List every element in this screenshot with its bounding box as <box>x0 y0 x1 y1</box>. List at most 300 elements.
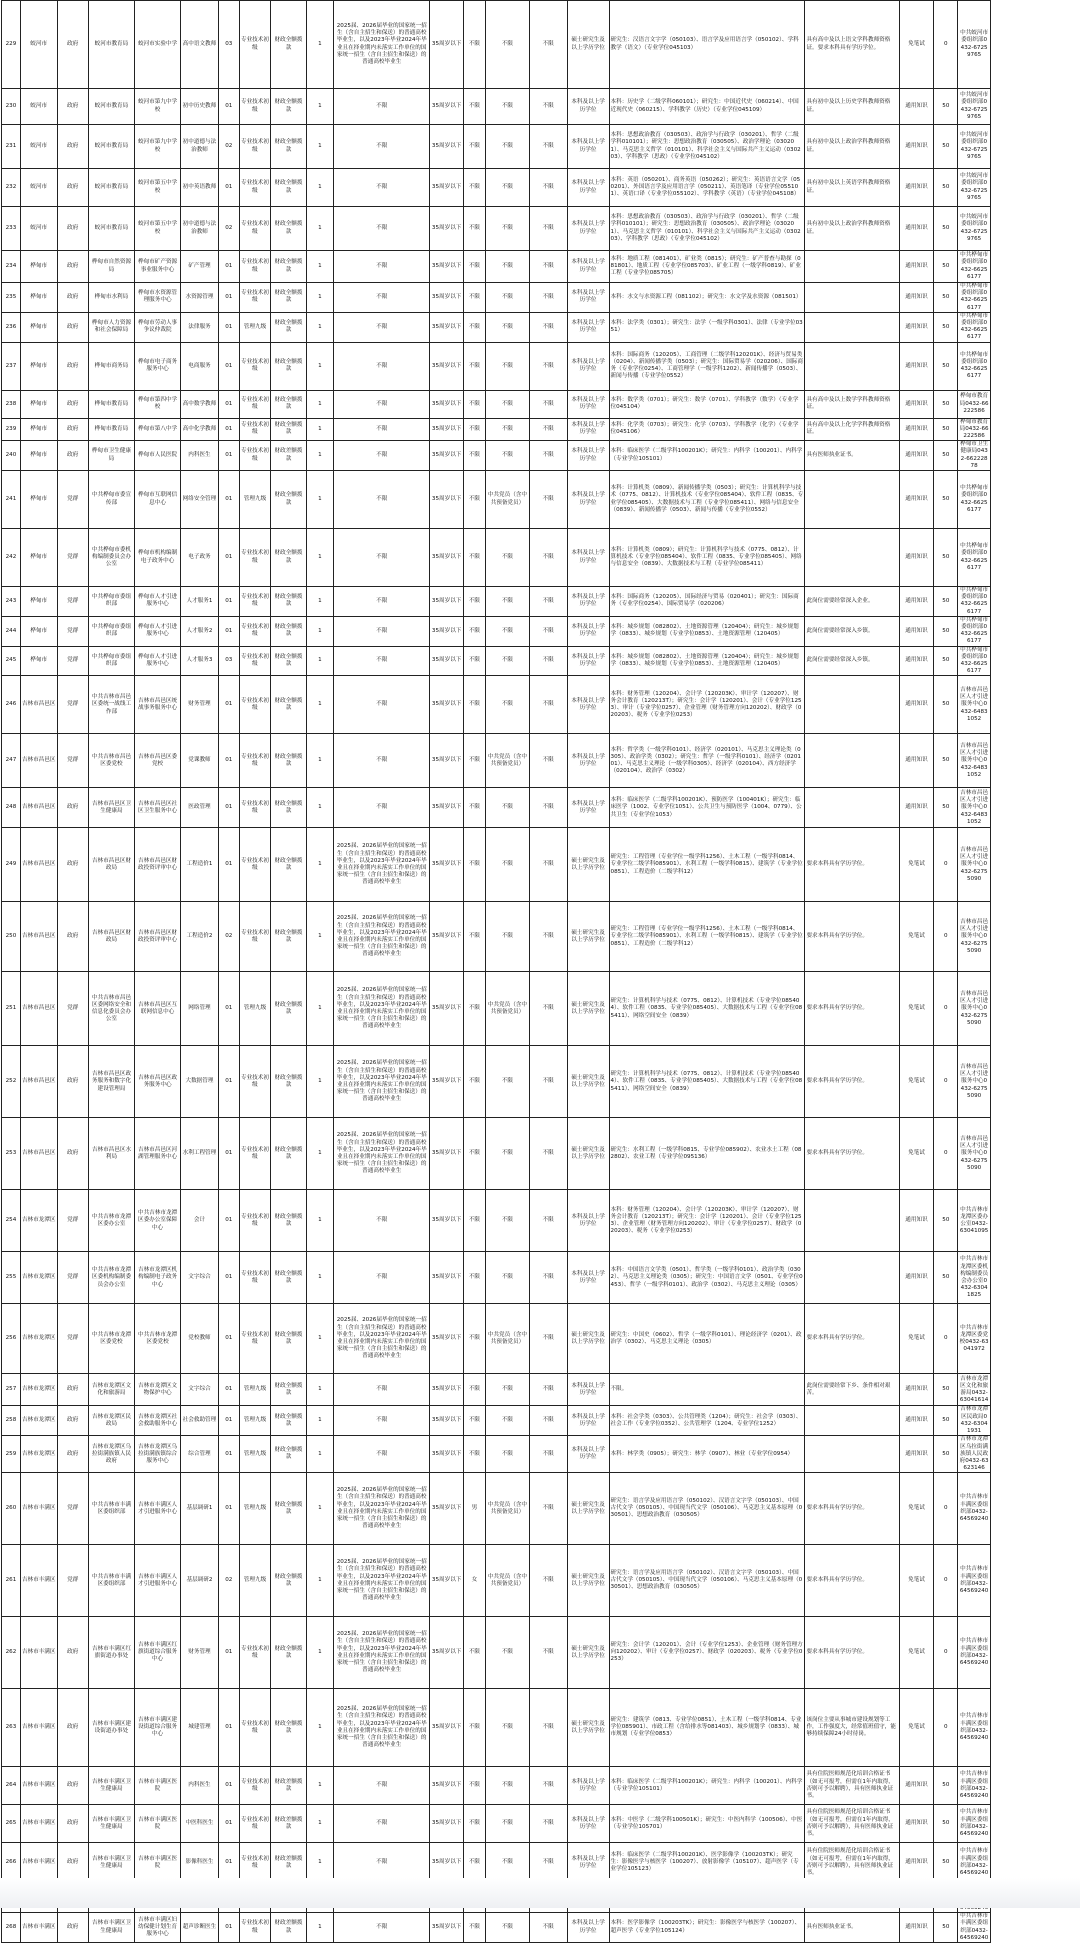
table-cell: 258 <box>2 1406 21 1436</box>
table-cell: 不限 <box>529 418 567 441</box>
table-cell: 通用知识 <box>899 529 934 587</box>
table-cell: 吉林市丰满区 <box>20 1545 57 1617</box>
table-cell: 政府 <box>57 312 88 342</box>
table-cell: 专业技术初级 <box>239 1046 270 1118</box>
table-cell: 财政全额拨款 <box>271 125 307 169</box>
table-cell: 不限 <box>529 1805 567 1843</box>
table-cell: 不限 <box>485 616 529 646</box>
table-cell: 专业技术初级 <box>239 169 270 207</box>
table-cell: 01 <box>218 587 239 617</box>
table-cell: 党群 <box>57 676 88 734</box>
table-cell: 财政全额拨款 <box>271 471 307 529</box>
table-row <box>2 646 1079 676</box>
table-cell: 1 <box>306 902 333 972</box>
table-cell: 吉林市昌邑区 <box>20 734 57 788</box>
table-cell: 具有住院医师规范化培训合格证书（如无可报考，但需在1年内取得，否则可予以解聘），具有医师执业证书。 <box>805 1843 899 1883</box>
table-cell: 2025届、2026届毕业的国家统一招生（含自主招生和保送）的普通高校毕业生，以及2023年毕业2024年毕业且在择业期内未落实工作单位的国家统一招生（含自主招生和保送）的普通高校毕业生 <box>334 972 430 1046</box>
table-cell: 01 <box>218 1304 239 1374</box>
table-cell: 50 <box>934 788 958 828</box>
table-cell: 吉林市龙潭区 <box>20 1406 57 1436</box>
table-cell: 具有医师执业证书。 <box>805 1913 899 1943</box>
table-cell: 本科及以上学历学位 <box>567 1374 609 1406</box>
table-cell: 管理九级 <box>239 1406 270 1436</box>
table-cell: 财政全额拨款 <box>271 616 307 646</box>
table-cell: 不限 <box>485 169 529 207</box>
table-cell: 01 <box>218 1767 239 1805</box>
table-cell: 1 <box>306 1406 333 1436</box>
table-cell: 吉林市丰满区医院 <box>135 1805 181 1843</box>
table-cell: 蛟河市教育局 <box>88 1 134 89</box>
table-cell: 0 <box>934 1046 958 1118</box>
table-cell: 243 <box>2 587 21 617</box>
table-cell: 不限 <box>485 676 529 734</box>
table-cell: 本科：法学类（0301）；研究生：法学（一级学科0301）、法律（专业学位0351） <box>609 312 805 342</box>
table-cell: 不限 <box>529 972 567 1046</box>
table-cell: 01 <box>218 1913 239 1943</box>
table-cell: 专业技术初级 <box>239 1843 270 1883</box>
table-cell: 财政全额拨款 <box>271 1473 307 1545</box>
table-row <box>2 169 1079 207</box>
table-cell <box>805 529 899 587</box>
table-cell: 政府 <box>57 1689 88 1767</box>
table-cell: 本科及以上学历学位 <box>567 418 609 441</box>
table-cell: 桦甸市人才引进服务中心 <box>135 616 181 646</box>
table-cell: 研究生：水利工程（一级学科0815、专业学位085902）、农业水土工程（082802）、农业工程（专业学位095136） <box>609 1118 805 1190</box>
table-cell: 不限 <box>463 1767 485 1805</box>
table-cell <box>805 1406 899 1436</box>
table-cell: 吉林市龙潭区文化和旅游局0432-63041614 <box>958 1374 990 1406</box>
table-cell: 蛟河市 <box>20 125 57 169</box>
table-cell: 财政全额拨款 <box>271 587 307 617</box>
table-cell: 本科：财务管理（120204）、会计学（120203K）、审计学（120207）、财务会计教育（120213T）；研究生：会计学（120201）、会计（专业学位1253）、审计（专业学位0257）、企业管理（财务管理方向120202）、财政学（020203）、税务（专业学位0253） <box>609 676 805 734</box>
table-cell: 50 <box>934 1805 958 1843</box>
table-cell: 政府 <box>57 1436 88 1473</box>
table-cell: 财政全额拨款 <box>271 1374 307 1406</box>
table-cell: 吉林市龙潭区社会救助服务中心 <box>135 1406 181 1436</box>
table-cell: 政府 <box>57 828 88 902</box>
table-cell: 政府 <box>57 1046 88 1118</box>
table-cell: 蛟河市实验中学 <box>135 1 181 89</box>
table-cell: 不限 <box>334 125 430 169</box>
table-cell: 2025届、2026届毕业的国家统一招生（含自主招生和保送）的普通高校毕业生，以及2023年毕业2024年毕业且在择业期内未落实工作单位的国家统一招生（含自主招生和保送）的普通高校毕业生 <box>334 1689 430 1767</box>
table-cell: 01 <box>218 734 239 788</box>
table-cell: 01 <box>218 251 239 283</box>
table-cell: 要求本科具有学历学位。 <box>805 972 899 1046</box>
table-cell: 免笔试 <box>899 972 934 1046</box>
table-cell: 239 <box>2 418 21 441</box>
table-cell: 35周岁以下 <box>430 1304 464 1374</box>
table-cell: 0 <box>934 1118 958 1190</box>
table-cell: 具有初中及以上英语学科教师资格证。 <box>805 169 899 207</box>
table-cell: 235 <box>2 283 21 313</box>
table-cell: 研究生：汉语言文字学（050103）、语言学及应用语言学（050102）、学科教学（语文）（专业学位045103） <box>609 1 805 89</box>
table-cell: 50 <box>934 529 958 587</box>
table-cell: 1 <box>306 89 333 125</box>
table-cell: 不限 <box>529 1118 567 1190</box>
table-cell: 吉林市丰满区卫生健康局 <box>88 1805 134 1843</box>
table-cell: 吉林市昌邑区政务服务中心 <box>135 1046 181 1118</box>
table-cell: 不限 <box>463 676 485 734</box>
table-cell: 桦甸市 <box>20 616 57 646</box>
table-cell: 中共吉林市龙潭区委机构编制委员会办公室 <box>88 1252 134 1304</box>
table-cell: 中共桦甸市委宣传部 <box>88 471 134 529</box>
table-cell: 桦甸市教育局 <box>88 418 134 441</box>
table-cell: 本科及以上学历学位 <box>567 1767 609 1805</box>
table-cell: 1 <box>306 1374 333 1406</box>
table-cell: 中共吉林市昌邑区委网络安全和信息化委员会办公室 <box>88 972 134 1046</box>
table-cell: 不限 <box>529 902 567 972</box>
table-cell: 高中数学教师 <box>181 390 219 418</box>
table-cell: 01 <box>218 1190 239 1252</box>
table-cell: 不限 <box>485 1843 529 1883</box>
table-cell: 50 <box>934 418 958 441</box>
table-cell: 不限 <box>529 529 567 587</box>
table-cell: 1 <box>306 1617 333 1689</box>
table-cell: 35周岁以下 <box>430 1252 464 1304</box>
table-cell: 不限 <box>529 390 567 418</box>
table-cell: 50 <box>934 471 958 529</box>
table-cell: 不限 <box>334 89 430 125</box>
table-cell: 50 <box>934 89 958 125</box>
table-cell: 财政全额拨款 <box>271 529 307 587</box>
table-cell: 260 <box>2 1473 21 1545</box>
table-cell: 1 <box>306 342 333 390</box>
table-cell: 不限 <box>485 1046 529 1118</box>
table-cell: 吉林市丰满区 <box>20 1805 57 1843</box>
table-cell: 政府 <box>57 1118 88 1190</box>
table-cell: 吉林市龙潭区乌拉街满族镇人民政府 <box>88 1436 134 1473</box>
table-cell: 50 <box>934 587 958 617</box>
table-cell: 管理九级 <box>239 972 270 1046</box>
table-cell: 具有住院医师规范化培训合格证书（如无可报考，但需在1年内取得，否则可予以解聘），具有医师执业证书。 <box>805 1805 899 1843</box>
table-row <box>2 676 1079 734</box>
table-cell: 不限 <box>529 1252 567 1304</box>
table-cell: 01 <box>218 89 239 125</box>
table-cell: 专业技术初级 <box>239 734 270 788</box>
table-cell: 50 <box>934 441 958 471</box>
table-cell: 吉林市龙潭区民政局0432-63041931 <box>958 1406 990 1436</box>
table-cell: 不限 <box>529 1913 567 1943</box>
table-row <box>2 1436 1079 1473</box>
table-cell: 中共党员（含中共预备党员） <box>485 972 529 1046</box>
table-cell: 硕士研究生及以上学历学位 <box>567 1545 609 1617</box>
table-cell: 女 <box>463 1545 485 1617</box>
table-cell: 不限 <box>485 1190 529 1252</box>
table-cell: 通用知识 <box>899 471 934 529</box>
table-cell: 不限 <box>529 1473 567 1545</box>
table-cell: 桦甸市 <box>20 529 57 587</box>
table-cell: 吉林市龙潭区乌拉街满族镇人民政府0432-63623146 <box>959 1436 989 1472</box>
table-cell: 专业技术初级 <box>239 125 270 169</box>
table-cell: 241 <box>2 471 21 529</box>
table-cell: 政府 <box>57 283 88 313</box>
table-cell: 不限 <box>529 471 567 529</box>
table-cell: 不限 <box>463 734 485 788</box>
table-cell: 硕士研究生及以上学历学位 <box>567 1 609 89</box>
table-cell: 不限 <box>529 1545 567 1617</box>
table-cell: 财政全额拨款 <box>271 251 307 283</box>
table-row <box>2 251 1079 283</box>
table-cell: 财政全额拨款 <box>271 788 307 828</box>
table-cell: 财务管理 <box>181 676 219 734</box>
table-row <box>2 1843 1079 1883</box>
table-cell: 中医科医生 <box>181 1805 219 1843</box>
table-cell: 不限 <box>334 1843 430 1883</box>
table-cell: 财政全额拨款 <box>271 312 307 342</box>
table-cell: 中共党员（含中共预备党员） <box>485 1545 529 1617</box>
table-cell: 专业技术初级 <box>239 207 270 251</box>
table-cell: 蛟河市 <box>20 1 57 89</box>
table-cell: 不限 <box>529 1374 567 1406</box>
table-cell: 1 <box>306 1805 333 1843</box>
table-cell: 不限 <box>485 342 529 390</box>
table-cell: 吉林市昌邑区 <box>20 676 57 734</box>
table-cell: 中共桦甸市委机构编制委员会办公室 <box>88 529 134 587</box>
table-cell: 35周岁以下 <box>430 1374 464 1406</box>
table-cell: 吉林市丰满区妇幼保健计划生育服务中心 <box>135 1913 181 1943</box>
table-cell: 不限 <box>463 283 485 313</box>
table-cell: 桦甸市劳动人事争议仲裁院 <box>135 312 181 342</box>
table-cell: 中共吉林市丰满区委组织部0432-64569240 <box>959 1913 989 1941</box>
table-cell: 不限 <box>529 646 567 676</box>
table-cell: 01 <box>218 616 239 646</box>
table-cell: 不限 <box>334 418 430 441</box>
table-cell: 通用知识 <box>899 125 934 169</box>
table-cell: 不限 <box>529 1767 567 1805</box>
table-cell: 本科及以上学历学位 <box>567 1252 609 1304</box>
table-cell: 男 <box>463 1473 485 1545</box>
table-cell: 水资源管理 <box>181 283 219 313</box>
table-cell: 吉林市昌邑区社区卫生服务中心 <box>135 788 181 828</box>
table-cell: 桦甸市商务局 <box>88 342 134 390</box>
table-cell: 不限 <box>463 1118 485 1190</box>
table-row <box>2 788 1079 828</box>
table-cell: 中共蛟河市委组织部0432-67259765 <box>958 169 990 207</box>
table-cell: 党群 <box>57 734 88 788</box>
table-cell: 具有初中及以上政治学科教师资格证。 <box>805 207 899 251</box>
table-cell: 1 <box>306 1046 333 1118</box>
table-cell: 财政全额拨款 <box>271 1252 307 1304</box>
table-cell: 265 <box>2 1805 21 1843</box>
table-cell: 本科：临床医学（二级学科100201K）、预防医学（100401K）；研究生：临床医学（1002、专业学位1051）、公共卫生与预防医学（1004、0779）、公共卫生（专业学位1053） <box>609 788 805 828</box>
table-cell: 专业技术初级 <box>239 529 270 587</box>
table-cell: 中共桦甸市委组织部0432-66256177 <box>958 312 990 342</box>
table-cell: 吉林市昌邑区 <box>20 1118 57 1190</box>
table-cell: 党群 <box>57 1304 88 1374</box>
table-cell: 237 <box>2 342 21 390</box>
table-cell: 不限 <box>463 1436 485 1473</box>
table-cell: 不限 <box>334 390 430 418</box>
table-cell: 管理九级 <box>239 471 270 529</box>
table-cell: 1 <box>306 676 333 734</box>
table-row <box>2 1545 1079 1617</box>
table-cell: 本科及以上学历学位 <box>567 646 609 676</box>
table-cell: 超声诊断医生 <box>181 1913 219 1943</box>
table-cell: 吉林市龙潭区 <box>20 1436 57 1473</box>
table-cell: 不限 <box>529 441 567 471</box>
table-cell: 249 <box>2 828 21 902</box>
table-row <box>2 902 1079 972</box>
table-cell: 通用知识 <box>899 207 934 251</box>
table-cell: 专业技术初级 <box>239 1252 270 1304</box>
table-cell: 中共吉林市龙潭区委党校 <box>88 1304 134 1374</box>
table-cell: 蛟河市第九中学校 <box>135 125 181 169</box>
table-cell: 本科及以上学历学位 <box>567 251 609 283</box>
table-cell: 通用知识 <box>899 676 934 734</box>
table-cell: 不限 <box>485 418 529 441</box>
table-cell: 2025届、2026届毕业的国家统一招生（含自主招生和保送）的普通高校毕业生，以及2023年毕业2024年毕业且在择业期内未落实工作单位的国家统一招生（含自主招生和保送）的普通高校毕业生 <box>334 1473 430 1545</box>
table-cell: 0 <box>934 902 958 972</box>
table-cell: 35周岁以下 <box>430 1190 464 1252</box>
table-cell: 研究生：中国史（0602）、哲学（一级学科0101）、理论经济学（0201）、政治学（0302）、马克思主义理论（0305） <box>609 1304 805 1374</box>
table-cell: 政府 <box>57 125 88 169</box>
table-row <box>2 471 1079 529</box>
table-cell: 35周岁以下 <box>430 1118 464 1190</box>
table-cell <box>805 788 899 828</box>
table-cell: 蛟河市教育局 <box>88 89 134 125</box>
table-cell: 吉林市龙潭区 <box>20 1304 57 1374</box>
table-cell: 管理九级 <box>239 312 270 342</box>
table-cell: 本科：城乡规划（082802）、土地资源管理（120404）；研究生：城乡规划学（0833）、城乡规划（专业学位0853）、土地资源管理（120405） <box>609 616 805 646</box>
table-cell: 不限 <box>529 1304 567 1374</box>
table-cell: 通用知识 <box>899 788 934 828</box>
table-cell: 50 <box>934 251 958 283</box>
table-cell: 党课教师 <box>181 734 219 788</box>
table-cell: 02 <box>218 902 239 972</box>
table-cell: 吉林市昌邑区 <box>20 902 57 972</box>
table-cell: 35周岁以下 <box>430 1767 464 1805</box>
table-row <box>2 1304 1079 1374</box>
table-cell: 不限 <box>463 418 485 441</box>
table-cell: 01 <box>218 1689 239 1767</box>
table-cell: 不限 <box>485 646 529 676</box>
table-cell: 中共桦甸市委组织部0432-66256177 <box>958 616 990 646</box>
table-cell: 本科及以上学历学位 <box>567 471 609 529</box>
table-cell: 财政差额拨款 <box>271 1767 307 1805</box>
table-cell: 245 <box>2 646 21 676</box>
table-cell: 通用知识 <box>899 441 934 471</box>
table-row <box>2 1 1079 89</box>
table-cell: 桦甸市人力资源和社会保障局 <box>88 312 134 342</box>
table-cell: 管理九级 <box>239 1473 270 1545</box>
table-cell: 通用知识 <box>899 418 934 441</box>
table-cell: 吉林市丰满区卫生健康局 <box>88 1843 134 1883</box>
table-cell: 吉林市丰满区卫生健康局 <box>88 1913 134 1943</box>
table-cell: 政府 <box>57 1406 88 1436</box>
table-cell: 本科：医学影像学（100203TK）；研究生：影像医学与核医学（100207）、超声医学（专业学位105124） <box>609 1913 805 1943</box>
table-cell: 本科及以上学历学位 <box>567 1436 609 1473</box>
table-cell: 1 <box>306 169 333 207</box>
table-cell: 桦甸市卫生健康局0432-66222878 <box>958 441 990 471</box>
table-cell: 免笔试 <box>899 1545 934 1617</box>
table-cell: 不限 <box>529 1617 567 1689</box>
table-cell: 通用知识 <box>899 1767 934 1805</box>
table-cell: 吉林市丰满区红旗街道办事处 <box>88 1617 134 1689</box>
table-cell: 不限 <box>334 441 430 471</box>
table-cell: 1 <box>306 1304 333 1374</box>
table-cell: 230 <box>2 89 21 125</box>
table-cell: 不限 <box>485 1406 529 1436</box>
table-cell: 中共党员（含中共预备党员） <box>485 1473 529 1545</box>
table-cell: 不限 <box>485 1767 529 1805</box>
table-cell: 通用知识 <box>899 1805 934 1843</box>
table-cell: 具有医师执业证书。 <box>805 441 899 471</box>
table-cell: 中共蛟河市委组织部0432-67259765 <box>958 125 990 169</box>
table-cell: 中共吉林市丰满区委组织部0432-64569240 <box>958 1767 990 1805</box>
table-cell: 专业技术初级 <box>239 342 270 390</box>
table-cell: 人才服务2 <box>181 616 219 646</box>
table-cell: 桦甸市人民医院 <box>135 441 181 471</box>
table-cell: 不限 <box>463 972 485 1046</box>
table-cell: 具有高中及以上数学学科教师资格证。 <box>805 390 899 418</box>
table-cell: 桦甸市机构编制电子政务中心 <box>135 529 181 587</box>
table-cell <box>805 1436 899 1473</box>
table-cell: 不限 <box>529 1689 567 1767</box>
table-cell: 专业技术初级 <box>239 1689 270 1767</box>
table-cell: 吉林市龙潭区 <box>20 1374 57 1406</box>
table-cell: 1 <box>306 283 333 313</box>
table-cell: 中共桦甸市委组织部0432-66256177 <box>958 283 990 313</box>
table-cell: 政府 <box>57 207 88 251</box>
table-cell: 要求本科具有学历学位。 <box>805 1473 899 1545</box>
table-cell: 不限 <box>485 283 529 313</box>
table-cell: 35周岁以下 <box>430 312 464 342</box>
table-cell: 桦甸市 <box>20 342 57 390</box>
table-cell: 吉林市昌邑区 <box>20 972 57 1046</box>
table-cell: 50 <box>934 616 958 646</box>
table-cell: 不限 <box>485 207 529 251</box>
table-cell: 管理九级 <box>239 1374 270 1406</box>
table-cell: 蛟河市教育局 <box>88 169 134 207</box>
table-cell: 不限 <box>463 529 485 587</box>
table-cell: 吉林市昌邑区人才引进服务中心0432-64831052 <box>958 734 990 788</box>
table-cell: 要求本科具有学历学位。 <box>805 828 899 902</box>
table-cell: 01 <box>218 1046 239 1118</box>
table-cell: 本科：化学类（0703）；研究生：化学（0703）、学科教学（化学）（专业学位045106） <box>609 418 805 441</box>
table-cell: 50 <box>934 169 958 207</box>
table-cell: 桦甸市 <box>20 418 57 441</box>
table-cell: 不限 <box>529 207 567 251</box>
table-cell: 不限。 <box>609 1374 805 1406</box>
table-row <box>2 312 1079 342</box>
table-cell: 研究生：工程管理（专业学位一级学科1256）、土木工程（一级学科0814、专业学位二级学科085901）、水利工程（一级学科0815）、建筑学（专业学位0851）、工程造价（二级学科12） <box>609 902 805 972</box>
table-cell: 35周岁以下 <box>430 587 464 617</box>
table-cell: 中共党员（含中共预备党员） <box>485 471 529 529</box>
table-cell: 专业技术初级 <box>239 828 270 902</box>
table-cell: 本科：林学类（0905）；研究生：林学（0907）、林业（专业学位0954） <box>609 1436 805 1473</box>
table-cell: 35周岁以下 <box>430 646 464 676</box>
table-cell: 01 <box>218 1805 239 1843</box>
table-cell: 财政差额拨款 <box>271 1913 307 1943</box>
table-cell: 0 <box>934 972 958 1046</box>
table-cell: 政府 <box>57 1843 88 1883</box>
table-cell: 免笔试 <box>899 1118 934 1190</box>
table-cell: 本科：哲学类（一级学科0101）、经济学（020101）、马克思主义理论类（0305）、政治学类（0302）；研究生：哲学（一级学科0101）、经济学（020101）、马克思主义理论（一级学科0305）、经济学（020104）、西方经济学（020104）、政治学（0302） <box>609 734 805 788</box>
table-cell: 此岗位需要经常深入企业。 <box>805 587 899 617</box>
table-cell: 财政全额拨款 <box>271 207 307 251</box>
table-cell: 不限 <box>334 646 430 676</box>
table-row <box>2 390 1079 418</box>
table-cell: 本科及以上学历学位 <box>567 1913 609 1943</box>
table-cell: 中共桦甸市委组织部0432-66256177 <box>958 342 990 390</box>
table-cell: 不限 <box>529 788 567 828</box>
table-cell: 吉林市丰满区人才引进服务中心 <box>135 1545 181 1617</box>
table-cell: 中共桦甸市委组织部0432-66256177 <box>958 251 990 283</box>
table-cell: 政府 <box>57 1913 88 1943</box>
table-cell: 政府 <box>57 1805 88 1843</box>
table-cell: 本科：地质工程（081401）、矿业类（0815）；研究生：矿产普查与勘探（081801）、地质工程（专业学位085703）、矿业工程（一级学科0819）、矿业工程（专业学位085705） <box>609 251 805 283</box>
table-cell: 桦甸市 <box>20 587 57 617</box>
